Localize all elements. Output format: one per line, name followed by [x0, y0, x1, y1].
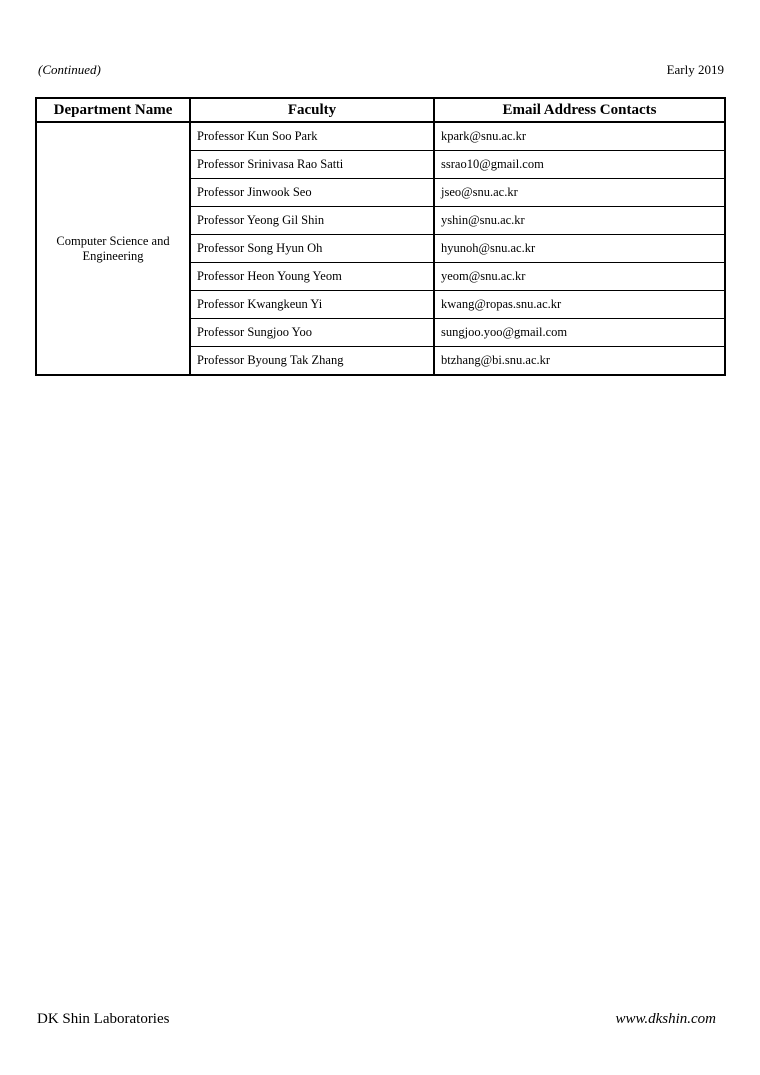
- faculty-cell: Professor Kun Soo Park: [190, 122, 434, 151]
- faculty-cell: Professor Jinwook Seo: [190, 179, 434, 207]
- faculty-cell: Professor Srinivasa Rao Satti: [190, 151, 434, 179]
- table-row: [36, 122, 725, 151]
- email-cell: kpark@snu.ac.kr: [434, 122, 725, 151]
- footer-company-name: DK Shin Laboratories: [37, 1011, 170, 1027]
- email-cell: hyunoh@snu.ac.kr: [434, 235, 725, 263]
- faculty-cell: Professor Byoung Tak Zhang: [190, 347, 434, 376]
- column-header-department: Department Name: [36, 98, 190, 122]
- continued-label: (Continued): [38, 62, 101, 77]
- faculty-cell: Professor Kwangkeun Yi: [190, 291, 434, 319]
- faculty-cell: Professor Sungjoo Yoo: [190, 319, 434, 347]
- email-cell: ssrao10@gmail.com: [434, 151, 725, 179]
- date-label: Early 2019: [666, 62, 724, 77]
- faculty-cell: Professor Heon Young Yeom: [190, 263, 434, 291]
- column-header-email: Email Address Contacts: [434, 98, 725, 122]
- column-header-faculty: Faculty: [190, 98, 434, 122]
- email-cell: btzhang@bi.snu.ac.kr: [434, 347, 725, 376]
- faculty-cell: Professor Song Hyun Oh: [190, 235, 434, 263]
- faculty-contacts-table: [35, 97, 726, 376]
- email-cell: kwang@ropas.snu.ac.kr: [434, 291, 725, 319]
- footer-website: www.dkshin.com: [615, 1011, 716, 1027]
- faculty-cell: Professor Yeong Gil Shin: [190, 207, 434, 235]
- email-cell: sungjoo.yoo@gmail.com: [434, 319, 725, 347]
- email-cell: yshin@snu.ac.kr: [434, 207, 725, 235]
- table-header-row: [36, 98, 725, 122]
- department-name-cell: Computer Science and Engineering: [36, 122, 190, 375]
- email-cell: jseo@snu.ac.kr: [434, 179, 725, 207]
- email-cell: yeom@snu.ac.kr: [434, 263, 725, 291]
